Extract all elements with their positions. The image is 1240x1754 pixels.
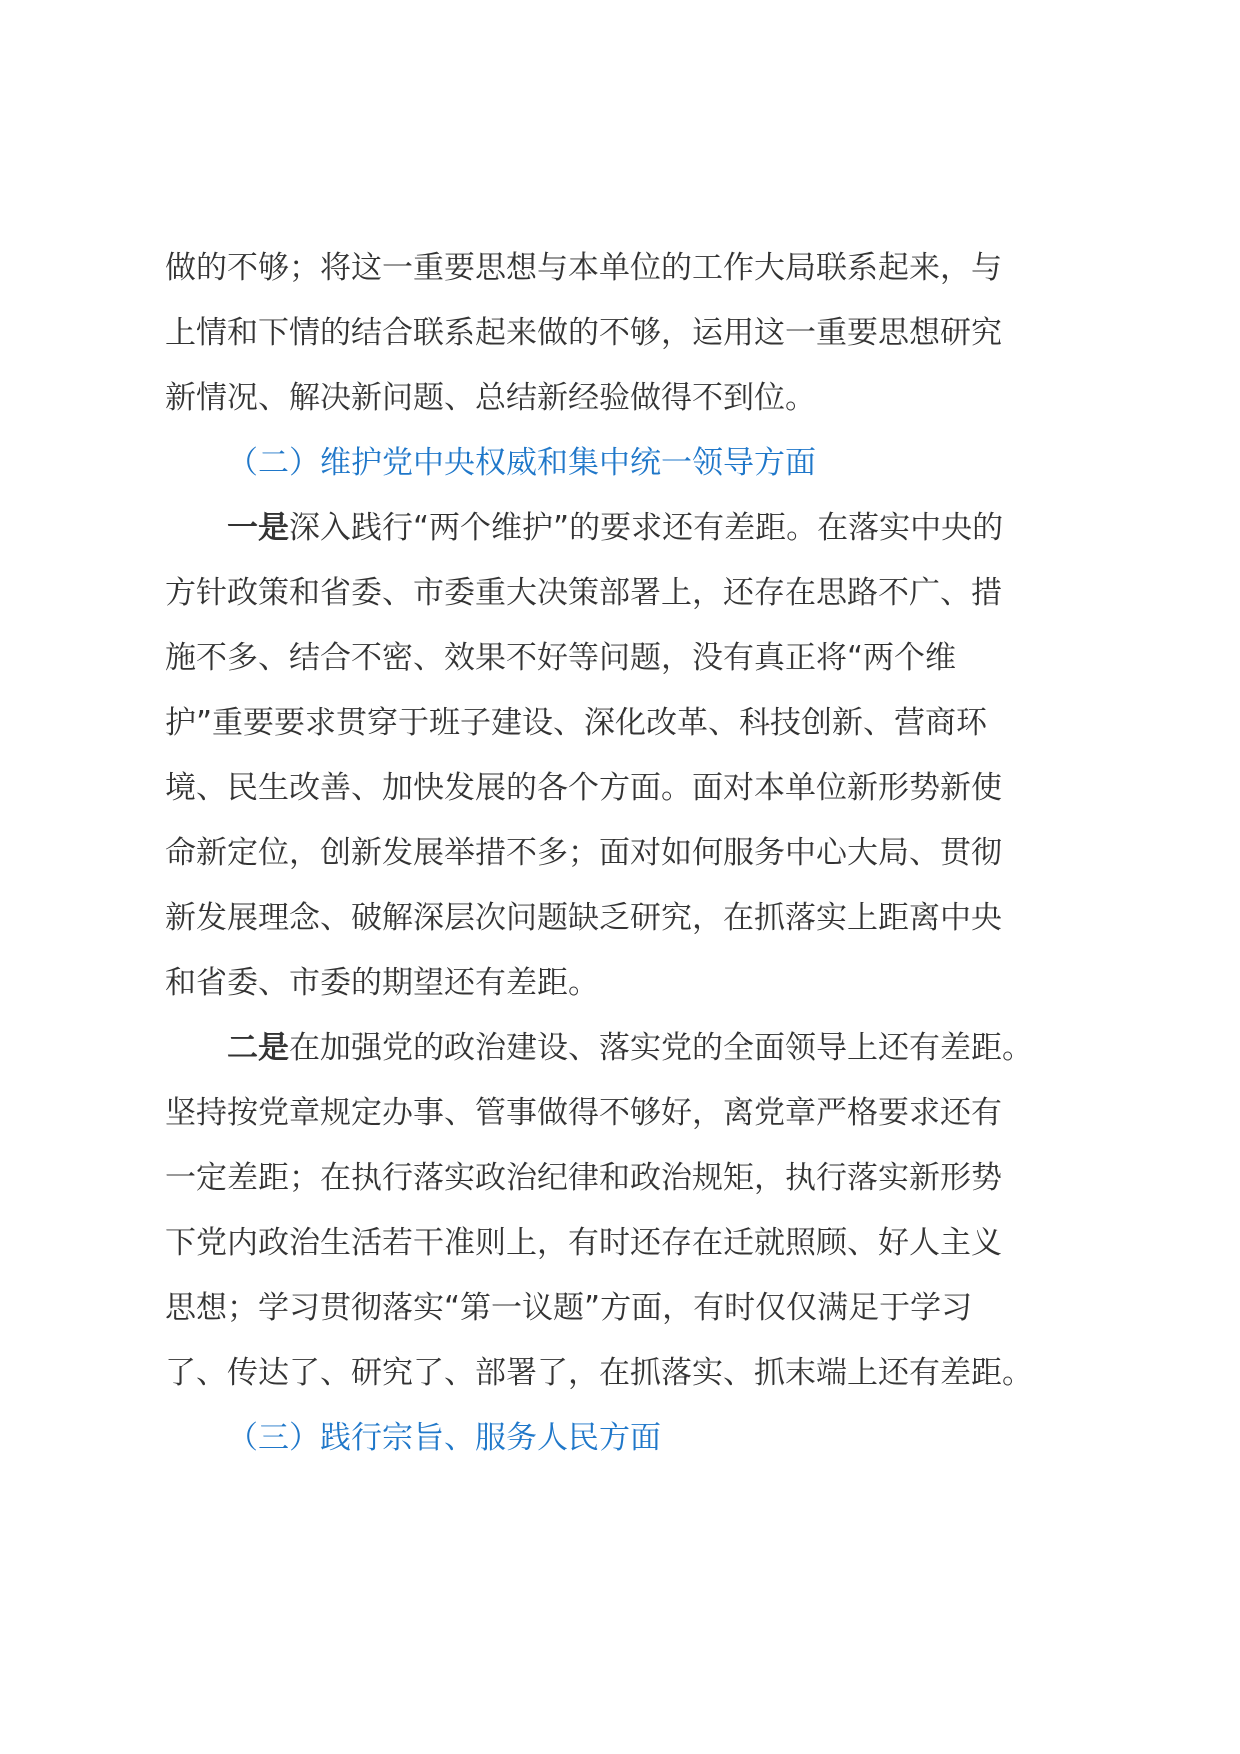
lead-label: 一是 [227, 510, 289, 546]
text-run: 深入践行“两个维护”的要求还有差距。在落实中央的 [289, 510, 1004, 546]
text-line-first [165, 1016, 1095, 1081]
text-line: 做的不够；将这一重要思想与本单位的工作大局联系起来，与 [165, 250, 1002, 286]
text-line: 坚持按党章规定办事、管事做得不够好，离党章严格要求还有 [165, 1095, 1002, 1131]
text-line: 施不多、结合不密、效果不好等问题，没有真正将“两个维 [165, 640, 957, 676]
paragraph-continued [165, 236, 1095, 431]
text-line-first [165, 496, 1095, 561]
text-line: 下党内政治生活若干准则上，有时还存在迁就照顾、好人主义 [165, 1225, 1002, 1261]
lead-label: 二是 [227, 1030, 289, 1066]
text-line: 思想；学习贯彻落实“第一议题”方面，有时仅仅满足于学习 [165, 1290, 973, 1326]
text-line: 境、民生改善、加快发展的各个方面。面对本单位新形势新使 [165, 770, 1002, 806]
document-page [165, 236, 1095, 1471]
text-line: 和省委、市委的期望还有差距。 [165, 965, 599, 1001]
section-heading-3: （三）践行宗旨、服务人民方面 [227, 1420, 661, 1456]
text-line: 了、传达了、研究了、部署了，在抓落实、抓末端上还有差距。 [165, 1355, 1033, 1391]
text-line: 新发展理念、破解深层次问题缺乏研究，在抓落实上距离中央 [165, 900, 1002, 936]
text-line: 方针政策和省委、市委重大决策部署上，还存在思路不广、措 [165, 575, 1002, 611]
text-line: 护”重要要求贯穿于班子建设、深化改革、科技创新、营商环 [165, 705, 988, 741]
text-line: 一定差距；在执行落实政治纪律和政治规矩，执行落实新形势 [165, 1160, 1002, 1196]
section-heading-2: （二）维护党中央权威和集中统一领导方面 [227, 445, 816, 481]
paragraph-point-two [165, 1016, 1095, 1406]
text-line: 上情和下情的结合联系起来做的不够，运用这一重要思想研究 [165, 315, 1002, 351]
text-line: 命新定位，创新发展举措不多；面对如何服务中心大局、贯彻 [165, 835, 1002, 871]
text-line: 新情况、解决新问题、总结新经验做得不到位。 [165, 380, 816, 416]
paragraph-point-one [165, 496, 1095, 1016]
text-run: 在加强党的政治建设、落实党的全面领导上还有差距。 [289, 1030, 1033, 1066]
